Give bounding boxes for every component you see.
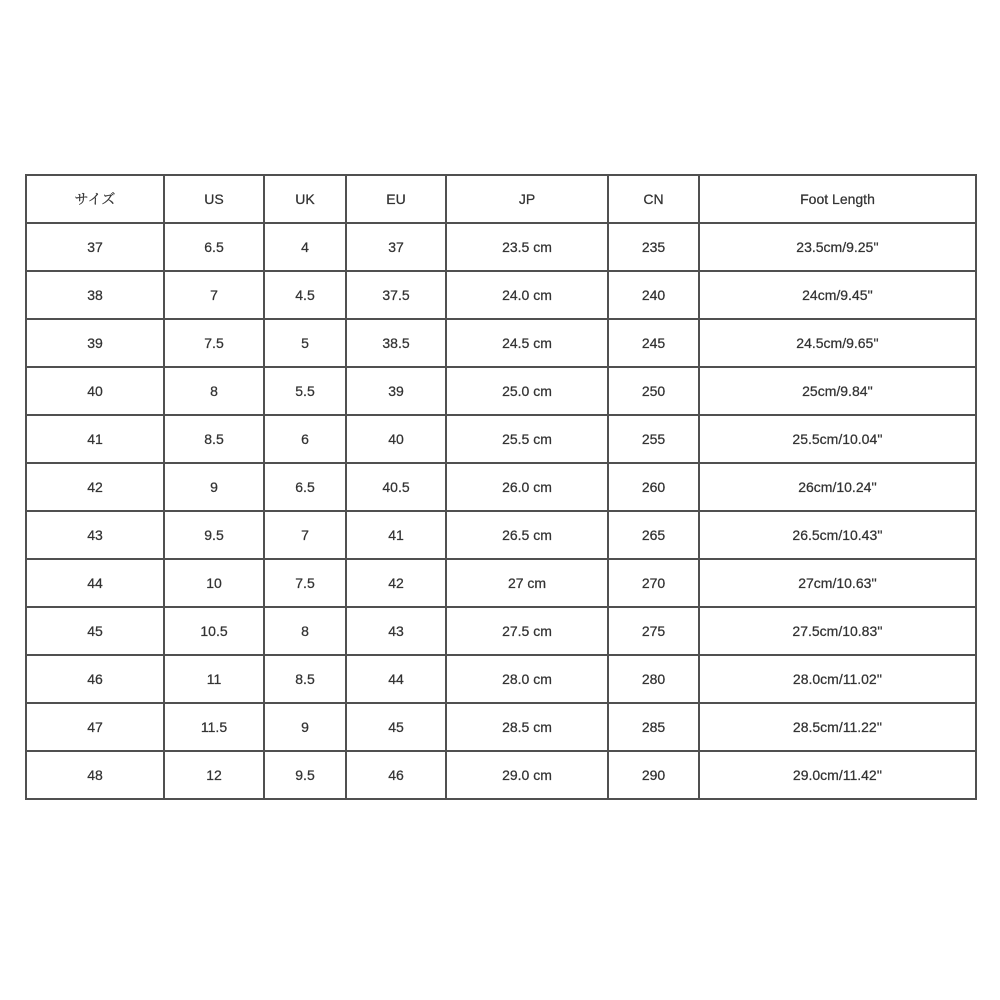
cell-cn: 250 (608, 367, 699, 415)
cell-jp: 27 cm (446, 559, 608, 607)
cell-eu: 42 (346, 559, 446, 607)
cell-uk: 7.5 (264, 559, 346, 607)
cell-cn: 245 (608, 319, 699, 367)
table-row (26, 703, 976, 751)
cell-foot-length: 24.5cm/9.65'' (699, 319, 976, 367)
cell-jp: 26.5 cm (446, 511, 608, 559)
table-row (26, 751, 976, 799)
cell-jp: 28.0 cm (446, 655, 608, 703)
cell-us: 12 (164, 751, 264, 799)
cell-size: 46 (26, 655, 164, 703)
cell-foot-length: 25cm/9.84'' (699, 367, 976, 415)
cell-foot-length: 23.5cm/9.25'' (699, 223, 976, 271)
table-row (26, 607, 976, 655)
cell-us: 9 (164, 463, 264, 511)
cell-cn: 270 (608, 559, 699, 607)
cell-foot-length: 27cm/10.63'' (699, 559, 976, 607)
cell-size: 42 (26, 463, 164, 511)
cell-cn: 260 (608, 463, 699, 511)
cell-us: 11 (164, 655, 264, 703)
size-chart-table (25, 174, 977, 800)
cell-jp: 25.0 cm (446, 367, 608, 415)
cell-jp: 28.5 cm (446, 703, 608, 751)
cell-us: 7.5 (164, 319, 264, 367)
cell-cn: 285 (608, 703, 699, 751)
cell-eu: 37.5 (346, 271, 446, 319)
cell-eu: 40.5 (346, 463, 446, 511)
cell-foot-length: 27.5cm/10.83'' (699, 607, 976, 655)
cell-size: 48 (26, 751, 164, 799)
cell-uk: 9 (264, 703, 346, 751)
header-cn: CN (608, 175, 699, 223)
header-us: US (164, 175, 264, 223)
cell-jp: 25.5 cm (446, 415, 608, 463)
cell-size: 45 (26, 607, 164, 655)
cell-size: 47 (26, 703, 164, 751)
table-row (26, 463, 976, 511)
cell-us: 9.5 (164, 511, 264, 559)
cell-uk: 6 (264, 415, 346, 463)
cell-jp: 24.0 cm (446, 271, 608, 319)
cell-foot-length: 24cm/9.45'' (699, 271, 976, 319)
cell-us: 6.5 (164, 223, 264, 271)
cell-size: 41 (26, 415, 164, 463)
table-header (26, 175, 976, 223)
cell-size: 39 (26, 319, 164, 367)
cell-jp: 27.5 cm (446, 607, 608, 655)
cell-uk: 4.5 (264, 271, 346, 319)
cell-eu: 41 (346, 511, 446, 559)
cell-foot-length: 29.0cm/11.42'' (699, 751, 976, 799)
cell-us: 7 (164, 271, 264, 319)
cell-jp: 26.0 cm (446, 463, 608, 511)
table-row (26, 415, 976, 463)
cell-cn: 290 (608, 751, 699, 799)
cell-size: 38 (26, 271, 164, 319)
cell-eu: 40 (346, 415, 446, 463)
cell-jp: 23.5 cm (446, 223, 608, 271)
cell-cn: 255 (608, 415, 699, 463)
table-row (26, 559, 976, 607)
header-eu: EU (346, 175, 446, 223)
cell-size: 37 (26, 223, 164, 271)
table-row (26, 655, 976, 703)
cell-size: 43 (26, 511, 164, 559)
table-row (26, 271, 976, 319)
cell-uk: 8.5 (264, 655, 346, 703)
cell-eu: 43 (346, 607, 446, 655)
cell-uk: 6.5 (264, 463, 346, 511)
cell-uk: 4 (264, 223, 346, 271)
header-uk: UK (264, 175, 346, 223)
cell-uk: 8 (264, 607, 346, 655)
header-row (26, 175, 976, 223)
cell-uk: 7 (264, 511, 346, 559)
cell-cn: 235 (608, 223, 699, 271)
cell-size: 40 (26, 367, 164, 415)
table-row (26, 319, 976, 367)
cell-eu: 45 (346, 703, 446, 751)
cell-uk: 5 (264, 319, 346, 367)
cell-eu: 39 (346, 367, 446, 415)
table-row (26, 511, 976, 559)
cell-us: 8.5 (164, 415, 264, 463)
cell-us: 11.5 (164, 703, 264, 751)
cell-uk: 5.5 (264, 367, 346, 415)
table-row (26, 367, 976, 415)
header-size-jp: サイズ (26, 175, 164, 223)
cell-cn: 240 (608, 271, 699, 319)
cell-foot-length: 25.5cm/10.04'' (699, 415, 976, 463)
cell-jp: 24.5 cm (446, 319, 608, 367)
cell-eu: 46 (346, 751, 446, 799)
cell-foot-length: 26cm/10.24'' (699, 463, 976, 511)
cell-eu: 44 (346, 655, 446, 703)
cell-size: 44 (26, 559, 164, 607)
cell-jp: 29.0 cm (446, 751, 608, 799)
cell-eu: 38.5 (346, 319, 446, 367)
header-jp: JP (446, 175, 608, 223)
cell-us: 10 (164, 559, 264, 607)
cell-cn: 265 (608, 511, 699, 559)
table-row (26, 223, 976, 271)
cell-uk: 9.5 (264, 751, 346, 799)
cell-foot-length: 26.5cm/10.43'' (699, 511, 976, 559)
cell-eu: 37 (346, 223, 446, 271)
cell-cn: 280 (608, 655, 699, 703)
cell-cn: 275 (608, 607, 699, 655)
cell-foot-length: 28.0cm/11.02'' (699, 655, 976, 703)
cell-us: 8 (164, 367, 264, 415)
header-foot-length: Foot Length (699, 175, 976, 223)
cell-foot-length: 28.5cm/11.22'' (699, 703, 976, 751)
cell-us: 10.5 (164, 607, 264, 655)
table-body (26, 223, 976, 799)
